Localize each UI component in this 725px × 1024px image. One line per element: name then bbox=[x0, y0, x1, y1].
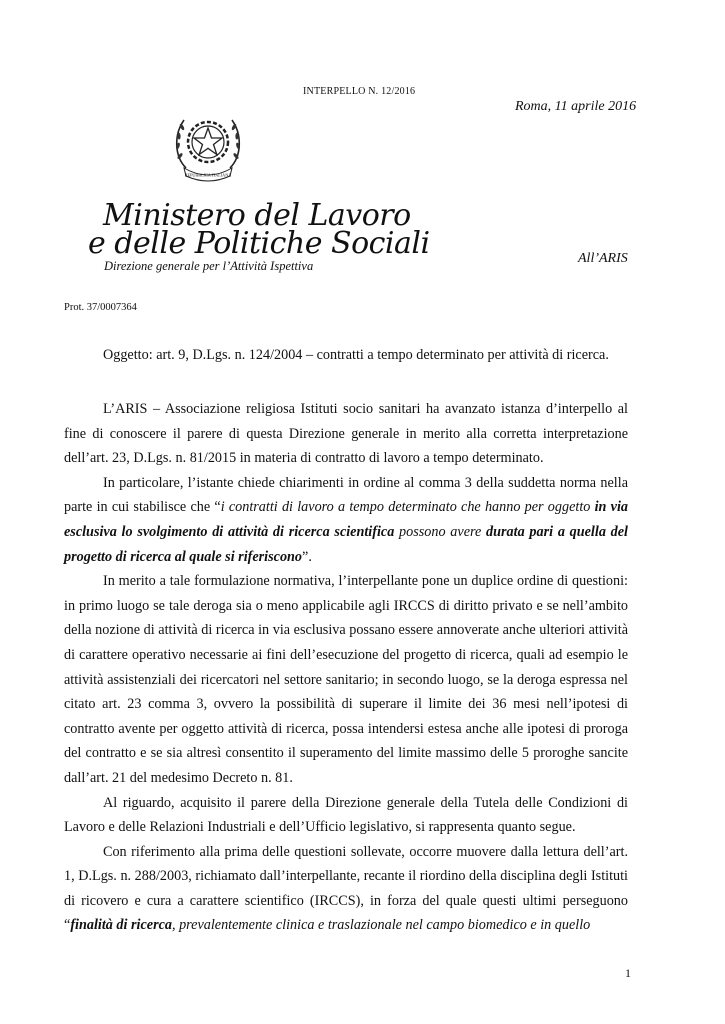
p5-emphasis: finalità di ricerca bbox=[70, 917, 172, 934]
direzione-generale: Direzione generale per l’Attività Ispettiva bbox=[104, 259, 314, 273]
p2-end: ”. bbox=[302, 548, 312, 565]
paragraph-2 bbox=[64, 471, 628, 569]
ministry-name-line2: e delle Politiche Sociali bbox=[88, 226, 430, 261]
p2-emphasis-2: durata pari a quella del progetto di ricerca al quale si riferiscono bbox=[64, 523, 628, 565]
recipient: All’ARIS bbox=[578, 251, 628, 266]
protocol-number: Prot. 37/0007364 bbox=[64, 302, 137, 313]
paragraph-4: Al riguardo, acquisito il parere della Direzione generale della Tutela delle Condizioni di Lavoro e delle Relazioni Industriali e dell’Ufficio legislativo, si rappresenta quanto segue. bbox=[64, 794, 628, 836]
republic-emblem-icon bbox=[172, 106, 244, 182]
paragraph-5 bbox=[64, 840, 628, 938]
paragraph-1: L’ARIS – Associazione religiosa Istituti socio sanitari ha avanzato istanza d’interpello al fine di conoscere il parere di questa Direzione generale in merito alla corretta interpretazione dell’art. 23, D.Lgs. n. 81/2015 in materia di contratto di lavoro a tempo determinato. bbox=[64, 401, 628, 467]
page-number: 1 bbox=[625, 966, 631, 980]
emblem-ribbon-text: REPUBBLICA ITALIANA bbox=[184, 172, 232, 178]
p5-text: Con riferimento alla prima delle questioni sollevate, occorre muovere dalla lettura dell’art. 1, D.Lgs. n. 288/2003, richiamato dall’interpellante, recante il riordino della disciplina degli Istituti di ricovero e cura a carattere scientifico (IRCCS), in forza del quale questi ultimi perseguono “ bbox=[64, 843, 628, 934]
p2-quote-2: possono avere bbox=[394, 523, 487, 540]
letter-body bbox=[64, 397, 628, 938]
p2-text: In particolare, l’istante chiede chiarimenti in ordine al comma 3 della suddetta norma nella parte in cui stabilisce che “ bbox=[64, 474, 628, 516]
p2-emphasis-1: in via esclusiva lo svolgimento di attività di ricerca scientifica bbox=[64, 499, 628, 540]
ministry-name-line1: Ministero del Lavoro bbox=[103, 198, 411, 233]
p5-quote: , prevalentemente clinica e traslazionale nel campo biomedico e in quello bbox=[171, 917, 591, 934]
interpello-number: INTERPELLO N. 12/2016 bbox=[303, 86, 416, 97]
p2-quote: i contratti di lavoro a tempo determinato che hanno per oggetto bbox=[220, 499, 595, 516]
paragraph-3: In merito a tale formulazione normativa, l’interpellante pone un duplice ordine di questioni: in primo luogo se tale deroga sia o meno applicabile agli IRCCS di diritto privato e se nell’ambito della nozione di attività di ricerca in via esclusiva possano essere annoverate anche ulteriori attività di carattere operativo necessarie ai fini dell’esecuzione del progetto di ricerca, quali ad esempio le attività assistenziali dei ricercatori nel settore sanitario; in secondo luogo, se la deroga espressa nel citato art. 23 comma 3, ovvero la possibilità di superare il limite dei 36 mesi nell’ipotesi di contratto avente per oggetto attività di ricerca, possa intendersi estesa anche alle ipotesi di proroga del contratto e se sia altresì consentito il superamento del limite massimo delle 5 proroghe sancite dall’art. 21 del medesimo Decreto n. 81. bbox=[64, 573, 628, 786]
subject-line: Oggetto: art. 9, D.Lgs. n. 124/2004 – contratti a tempo determinato per attività di ricerca. bbox=[103, 347, 609, 363]
place-date: Roma, 11 aprile 2016 bbox=[515, 99, 637, 114]
